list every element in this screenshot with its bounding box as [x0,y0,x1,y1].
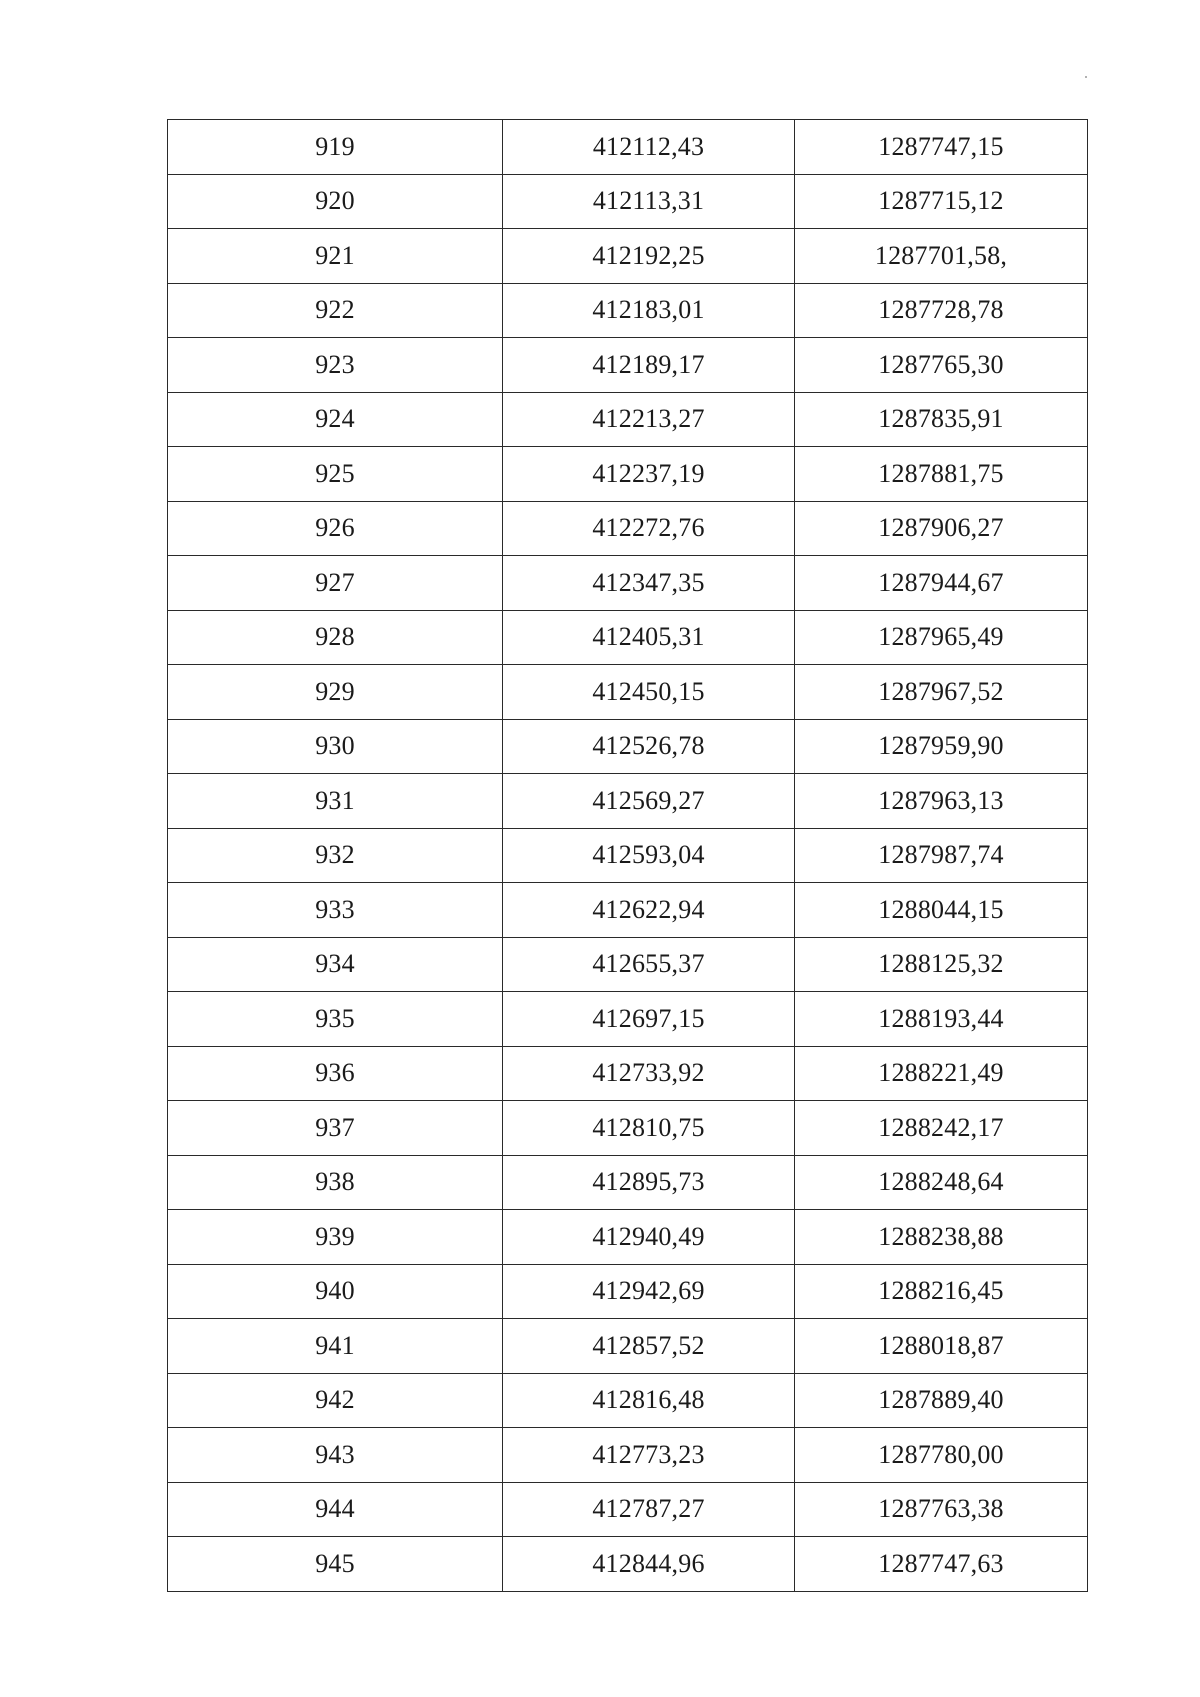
y-coordinate-cell: 1288193,44 [795,992,1088,1047]
y-coordinate-cell: 1288044,15 [795,883,1088,938]
x-coordinate-cell: 412942,69 [503,1264,795,1319]
table-row [168,338,1088,393]
table-row [168,1155,1088,1210]
y-coordinate-cell: 1288018,87 [795,1319,1088,1374]
point-number-cell: 944 [168,1482,503,1537]
y-coordinate-cell: 1287987,74 [795,828,1088,883]
point-number-cell: 921 [168,229,503,284]
y-coordinate-cell: 1287959,90 [795,719,1088,774]
point-number-cell: 931 [168,774,503,829]
x-coordinate-cell: 412593,04 [503,828,795,883]
x-coordinate-cell: 412450,15 [503,665,795,720]
y-coordinate-cell: 1287835,91 [795,392,1088,447]
point-number-cell: 933 [168,883,503,938]
table-row [168,883,1088,938]
point-number-cell: 942 [168,1373,503,1428]
x-coordinate-cell: 412526,78 [503,719,795,774]
table-row [168,501,1088,556]
table-row [168,283,1088,338]
point-number-cell: 924 [168,392,503,447]
point-number-cell: 926 [168,501,503,556]
scan-speck [1085,76,1087,78]
x-coordinate-cell: 412816,48 [503,1373,795,1428]
point-number-cell: 922 [168,283,503,338]
table-row [168,1264,1088,1319]
y-coordinate-cell: 1288238,88 [795,1210,1088,1265]
point-number-cell: 935 [168,992,503,1047]
point-number-cell: 939 [168,1210,503,1265]
table-row [168,447,1088,502]
y-coordinate-cell: 1287701,58, [795,229,1088,284]
x-coordinate-cell: 412655,37 [503,937,795,992]
y-coordinate-cell: 1287765,30 [795,338,1088,393]
y-coordinate-cell: 1288248,64 [795,1155,1088,1210]
y-coordinate-cell: 1287881,75 [795,447,1088,502]
x-coordinate-cell: 412810,75 [503,1101,795,1156]
point-number-cell: 938 [168,1155,503,1210]
table-row [168,1046,1088,1101]
y-coordinate-cell: 1287889,40 [795,1373,1088,1428]
x-coordinate-cell: 412272,76 [503,501,795,556]
coordinates-table [167,119,1088,1592]
x-coordinate-cell: 412697,15 [503,992,795,1047]
point-number-cell: 936 [168,1046,503,1101]
point-number-cell: 945 [168,1537,503,1592]
table-row [168,828,1088,883]
y-coordinate-cell: 1287963,13 [795,774,1088,829]
table-row [168,174,1088,229]
y-coordinate-cell: 1287715,12 [795,174,1088,229]
x-coordinate-cell: 412192,25 [503,229,795,284]
table-row [168,1319,1088,1374]
x-coordinate-cell: 412895,73 [503,1155,795,1210]
point-number-cell: 941 [168,1319,503,1374]
point-number-cell: 934 [168,937,503,992]
x-coordinate-cell: 412857,52 [503,1319,795,1374]
table-row [168,719,1088,774]
y-coordinate-cell: 1287967,52 [795,665,1088,720]
y-coordinate-cell: 1287906,27 [795,501,1088,556]
point-number-cell: 930 [168,719,503,774]
x-coordinate-cell: 412213,27 [503,392,795,447]
point-number-cell: 932 [168,828,503,883]
x-coordinate-cell: 412189,17 [503,338,795,393]
x-coordinate-cell: 412940,49 [503,1210,795,1265]
point-number-cell: 923 [168,338,503,393]
point-number-cell: 927 [168,556,503,611]
point-number-cell: 937 [168,1101,503,1156]
y-coordinate-cell: 1287965,49 [795,610,1088,665]
x-coordinate-cell: 412787,27 [503,1482,795,1537]
table-row [168,610,1088,665]
table-row [168,1537,1088,1592]
x-coordinate-cell: 412183,01 [503,283,795,338]
y-coordinate-cell: 1287747,15 [795,120,1088,175]
table-row [168,120,1088,175]
y-coordinate-cell: 1287763,38 [795,1482,1088,1537]
y-coordinate-cell: 1287728,78 [795,283,1088,338]
point-number-cell: 940 [168,1264,503,1319]
x-coordinate-cell: 412622,94 [503,883,795,938]
y-coordinate-cell: 1287780,00 [795,1428,1088,1483]
x-coordinate-cell: 412773,23 [503,1428,795,1483]
coordinates-table-body [168,120,1088,1592]
x-coordinate-cell: 412112,43 [503,120,795,175]
point-number-cell: 943 [168,1428,503,1483]
x-coordinate-cell: 412844,96 [503,1537,795,1592]
x-coordinate-cell: 412569,27 [503,774,795,829]
table-row [168,1373,1088,1428]
x-coordinate-cell: 412237,19 [503,447,795,502]
table-row [168,665,1088,720]
x-coordinate-cell: 412405,31 [503,610,795,665]
table-row [168,556,1088,611]
table-row [168,1210,1088,1265]
x-coordinate-cell: 412113,31 [503,174,795,229]
y-coordinate-cell: 1288242,17 [795,1101,1088,1156]
table-row [168,937,1088,992]
point-number-cell: 919 [168,120,503,175]
y-coordinate-cell: 1287747,63 [795,1537,1088,1592]
table-row [168,229,1088,284]
y-coordinate-cell: 1288125,32 [795,937,1088,992]
point-number-cell: 925 [168,447,503,502]
y-coordinate-cell: 1287944,67 [795,556,1088,611]
x-coordinate-cell: 412347,35 [503,556,795,611]
table-row [168,774,1088,829]
table-row [168,992,1088,1047]
y-coordinate-cell: 1288216,45 [795,1264,1088,1319]
point-number-cell: 928 [168,610,503,665]
x-coordinate-cell: 412733,92 [503,1046,795,1101]
table-row [168,1428,1088,1483]
table-row [168,1482,1088,1537]
point-number-cell: 920 [168,174,503,229]
y-coordinate-cell: 1288221,49 [795,1046,1088,1101]
point-number-cell: 929 [168,665,503,720]
table-row [168,1101,1088,1156]
table-row [168,392,1088,447]
